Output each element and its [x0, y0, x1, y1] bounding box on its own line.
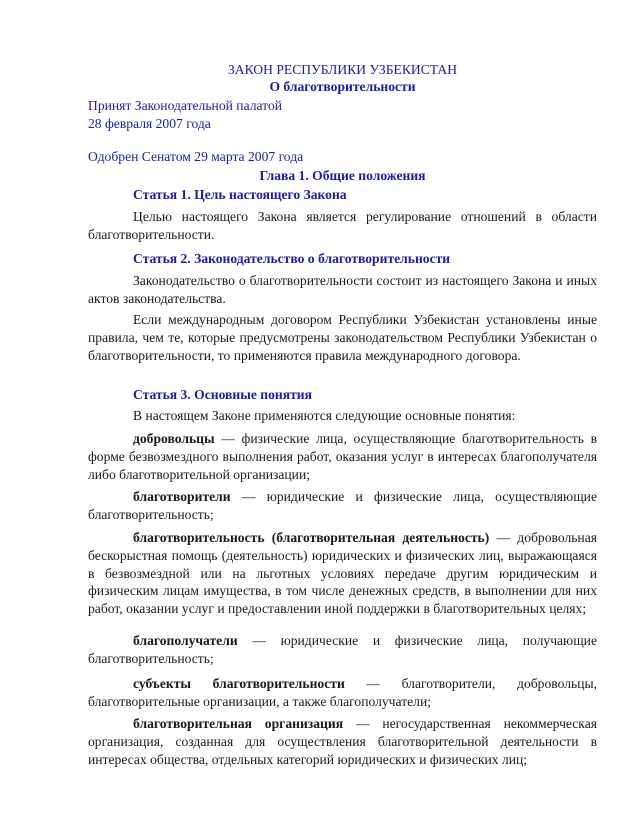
law-title: ЗАКОН РЕСПУБЛИКИ УЗБЕКИСТАН	[227, 62, 458, 77]
definition-text: — благотворители, добровольцы, благотворительные организации, а также благополучатели;	[88, 676, 597, 709]
article2-title: Статья 2. Законодательство о благотворительности	[133, 251, 451, 266]
definition-item	[88, 430, 597, 483]
definition-item	[88, 529, 597, 618]
article3-intro: В настоящем Законе применяются следующие основные понятия:	[133, 408, 516, 423]
law-subtitle: О благотворительности	[269, 79, 416, 94]
article1-paragraph: Целью настоящего Закона является регулирование отношений в области благотворительности.	[88, 209, 597, 242]
definition-text: — добровольная бескорыстная помощь (деятельность) юридических и физических лиц, выражающаяся в безвозмездной или на льготных условиях передаче другим юридическим и физическим лицам имущества, в том числе денежных средств, в выполнении для них работ, оказании услуг и предоставлении иной поддержки в благотворительных целях;	[88, 530, 597, 617]
definition-text: — юридические и физические лица, получающие благотворительность;	[88, 633, 597, 666]
definition-item	[88, 488, 597, 524]
approved-line: Одобрен Сенатом 29 марта 2007 года	[88, 149, 304, 164]
definition-term: благополучатели	[133, 633, 238, 648]
definition-term: благотворительная организация	[133, 716, 344, 731]
definition-term: благотворители	[133, 489, 231, 504]
article3-title: Статья 3. Основные понятия	[133, 387, 312, 402]
definition-text: — негосударственная некоммерческая организация, созданная для осуществления благотворительной деятельности в интересах общества, отдельных категорий юридических и физических лиц;	[88, 716, 597, 767]
definition-item	[88, 675, 597, 711]
definition-term: благотворительность (благотворительная деятельность)	[133, 530, 490, 545]
definition-text: — физические лица, осуществляющие благотворительность в форме безвозмездного выполнения работ, оказания услуг в интересах благополучателя либо благотворительной организации;	[88, 431, 597, 482]
definition-item	[88, 632, 597, 668]
article2-paragraph-2: Если международным договором Республики Узбекистан установлены иные правила, чем те, которые предусмотрены законодательством Республики Узбекистан о благотворительности, то применяются правила международного договора.	[88, 312, 597, 363]
definition-term: субъекты благотворительности	[133, 676, 345, 691]
definition-text: — юридические и физические лица, осуществляющие благотворительность;	[88, 489, 597, 522]
adopted-date: 28 февраля 2007 года	[88, 116, 211, 131]
chapter-title: Глава 1. Общие положения	[259, 168, 426, 183]
adopted-line: Принят Законодательной палатой	[88, 98, 283, 113]
article2-paragraph-1: Законодательство о благотворительности состоит из настоящего Закона и иных актов законодательства.	[88, 273, 597, 306]
definition-item	[88, 715, 597, 768]
article1-title: Статья 1. Цель настоящего Закона	[133, 187, 347, 202]
definition-term: добровольцы	[133, 431, 215, 446]
